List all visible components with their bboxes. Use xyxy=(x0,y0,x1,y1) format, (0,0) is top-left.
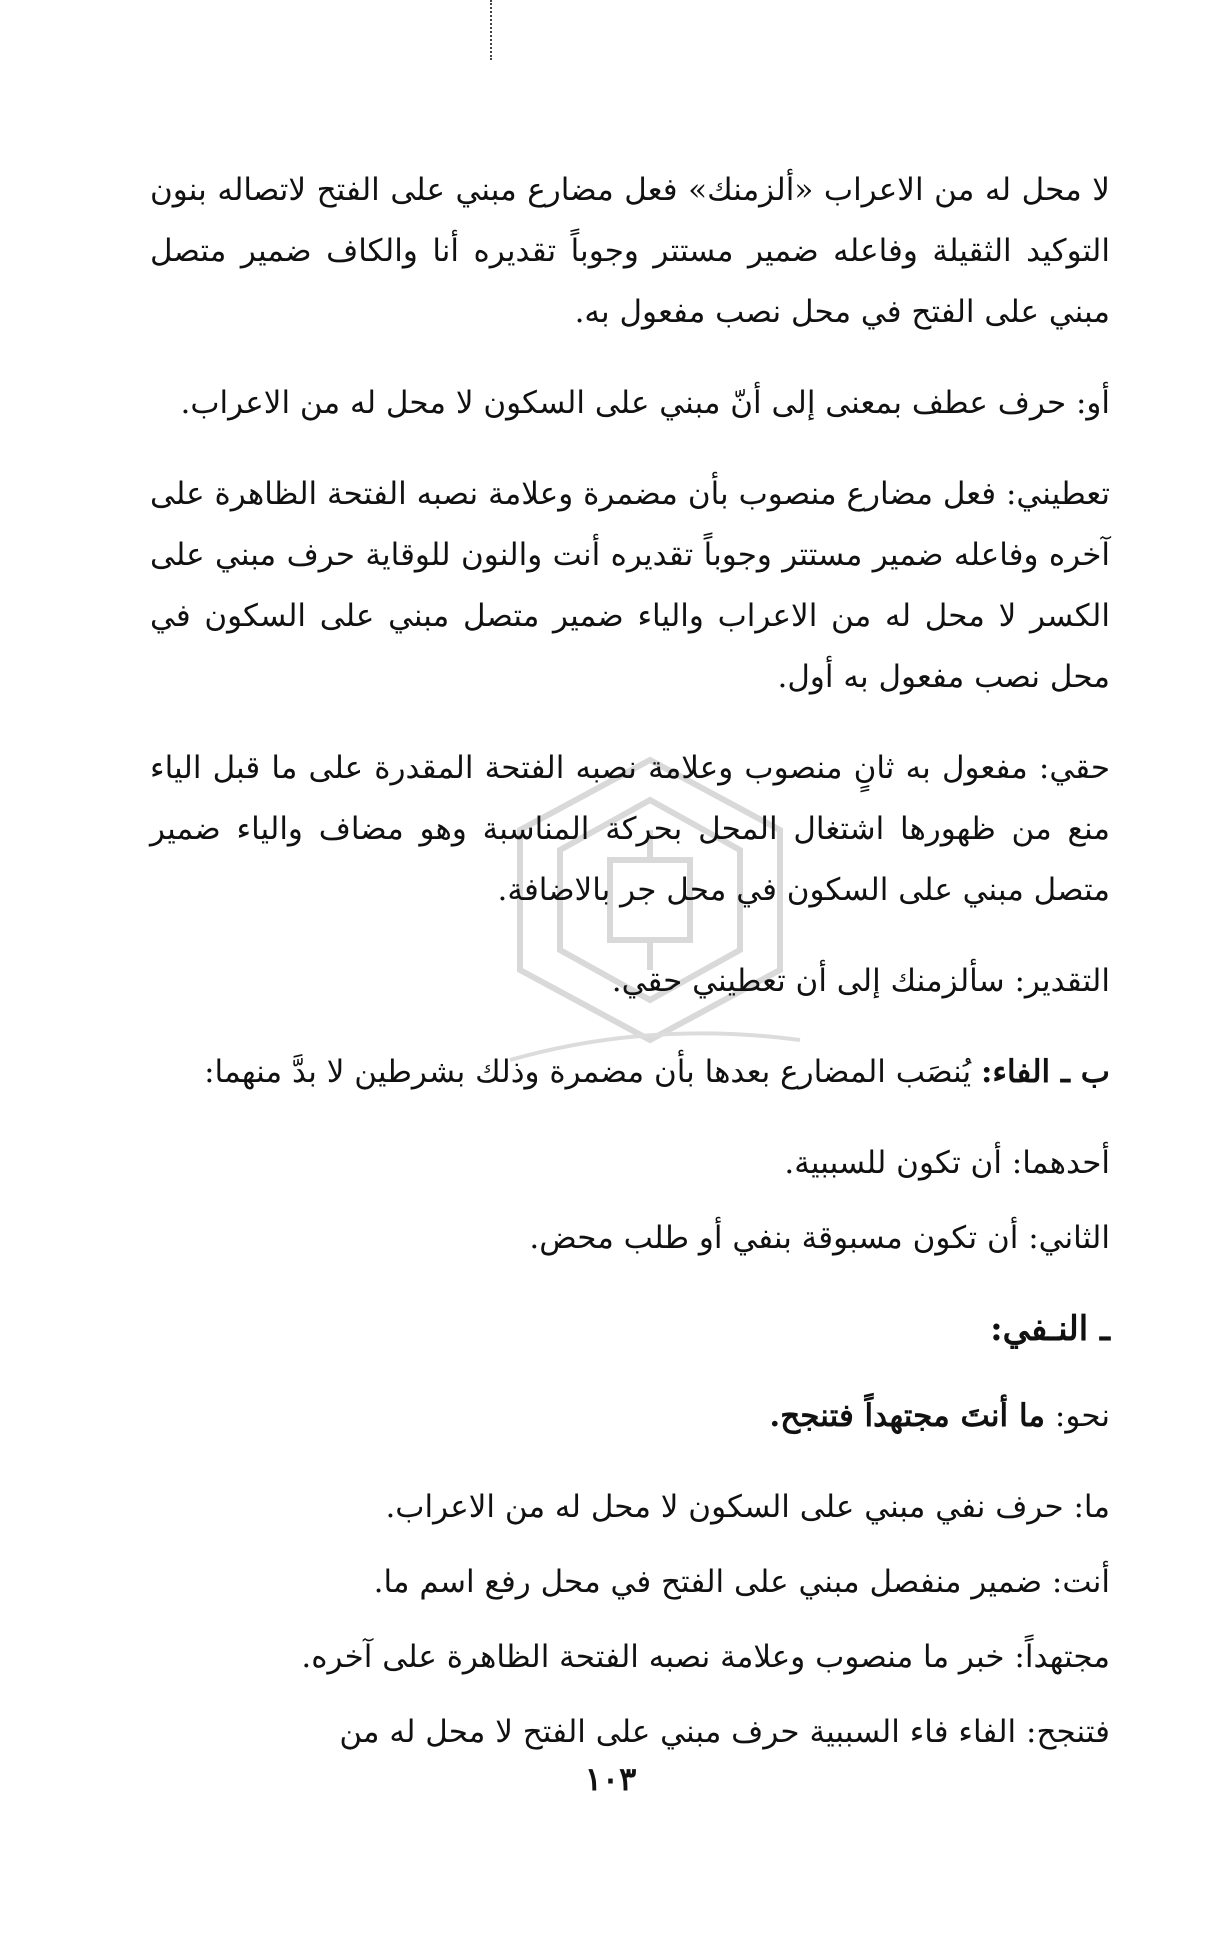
condition-2: الثاني: أن تكون مسبوقة بنفي أو طلب محض. xyxy=(529,1220,1110,1256)
paragraph-4: حقي: مفعول به ثانٍ منصوب وعلامة نصبه الفتحة المقدرة على ما قبل الياء منع من ظهورها اشتغال المحل بحركة المناسبة وهو مضاف والياء ضمير متصل مبني على السكون في محل جر بالاضافة. xyxy=(150,750,1110,908)
nafy-heading: ـ النـفي: xyxy=(990,1309,1110,1349)
analysis-2: أنت: ضمير منفصل مبني على الفتح في محل رفع اسم ما. xyxy=(373,1564,1110,1600)
page-body xyxy=(150,160,1110,1777)
example-prefix: نحو: xyxy=(1054,1398,1110,1434)
condition-1: أحدهما: أن تكون للسببية. xyxy=(784,1145,1110,1181)
example-text: ما أنتَ مجتهداً فتنجح. xyxy=(769,1398,1046,1434)
fold-line xyxy=(490,0,492,60)
paragraph-5: التقدير: سألزمنك إلى أن تعطيني حقي. xyxy=(611,963,1110,999)
analysis-4: فتنجح: الفاء فاء السببية حرف مبني على الفتح لا محل له من xyxy=(339,1714,1110,1750)
fa-section-prefix: ب ـ الفاء: xyxy=(980,1054,1110,1090)
paragraph-3: تعطيني: فعل مضارع منصوب بأن مضمرة وعلامة نصبه الفتحة الظاهرة على آخره وفاعله ضمير مستتر وجوباً تقديره أنت والنون للوقاية حرف مبني على الكسر لا محل له من الاعراب والياء ضمير متصل مبني على السكون في محل نصب مفعول به أول. xyxy=(150,476,1110,695)
fa-section-text: يُنصَب المضارع بعدها بأن مضمرة وذلك بشرطين لا بدَّ منهما: xyxy=(204,1054,972,1090)
page-number: ١٠٣ xyxy=(584,1760,637,1798)
paragraph-2: أو: حرف عطف بمعنى إلى أنّ مبني على السكون لا محل له من الاعراب. xyxy=(180,385,1110,421)
analysis-3: مجتهداً: خبر ما منصوب وعلامة نصبه الفتحة الظاهرة على آخره. xyxy=(301,1639,1110,1675)
fa-section xyxy=(150,1042,1110,1103)
example xyxy=(150,1386,1110,1447)
analysis-1: ما: حرف نفي مبني على السكون لا محل له من الاعراب. xyxy=(385,1489,1110,1525)
paragraph-1: لا محل له من الاعراب «ألزمنك» فعل مضارع مبني على الفتح لاتصاله بنون التوكيد الثقيلة وفاعله ضمير مستتر وجوباً تقديره أنا والكاف ضمير متصل مبني على الفتح في محل نصب مفعول به. xyxy=(150,172,1110,330)
